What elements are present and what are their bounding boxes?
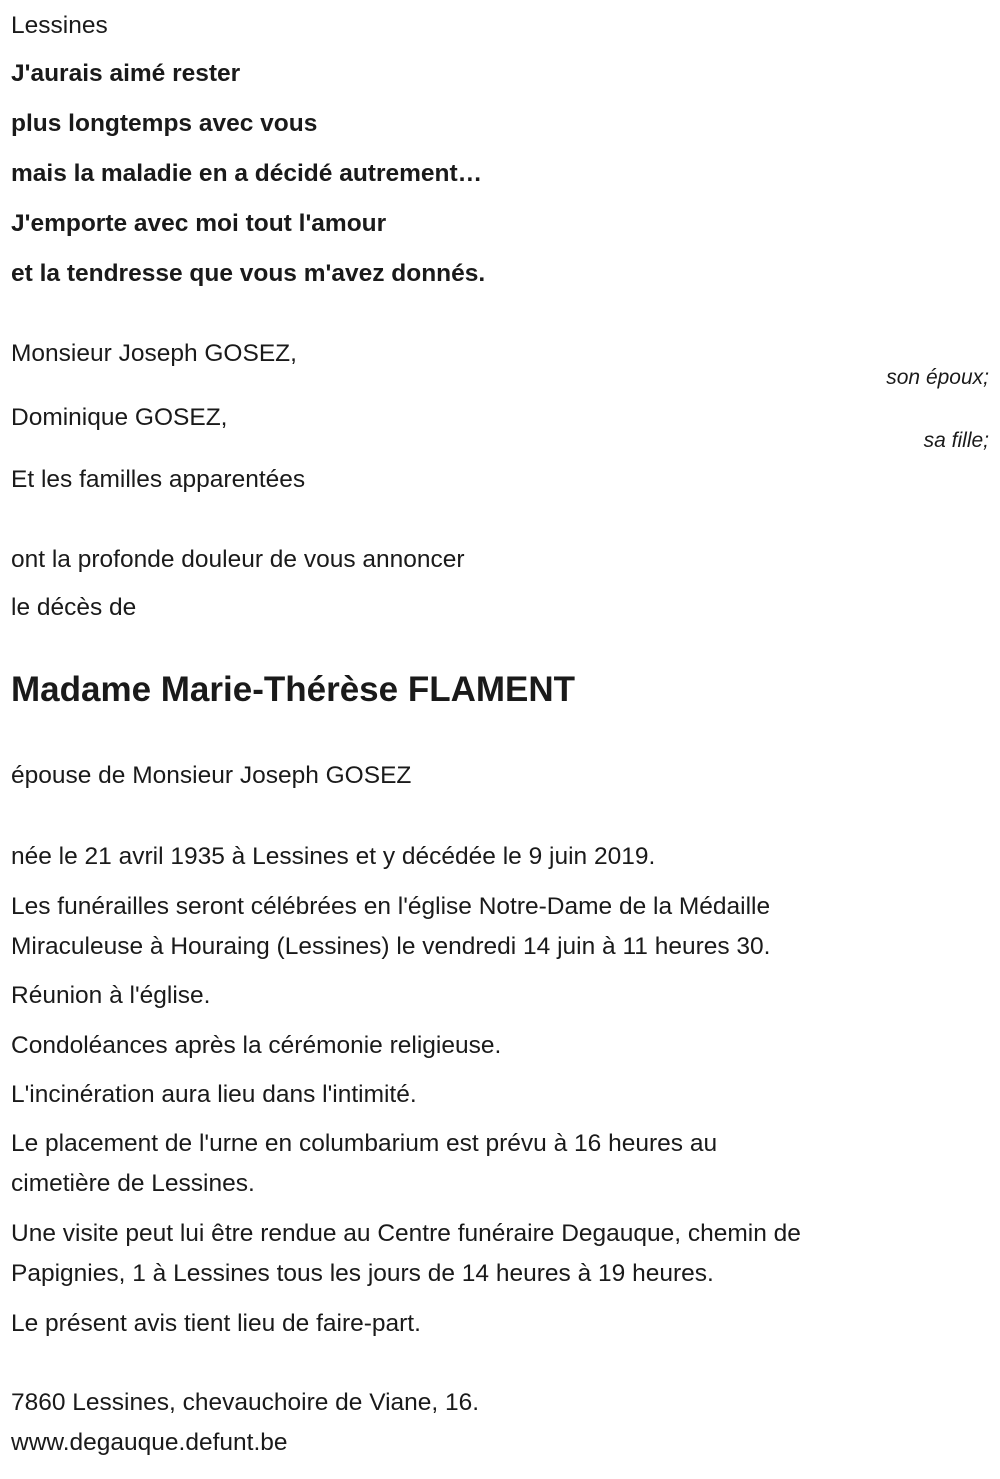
detail-line: Une visite peut lui être rendue au Centre funéraire Degauque, chemin de: [11, 1220, 801, 1247]
detail-line: née le 21 avril 1935 à Lessines et y décédée le 9 juin 2019.: [11, 843, 656, 870]
family-name: Monsieur Joseph GOSEZ,: [11, 340, 297, 367]
detail-paragraph: [11, 1304, 421, 1344]
poem-line: J'aurais aimé rester: [11, 60, 241, 87]
detail-paragraph: [11, 837, 655, 877]
detail-paragraph: [11, 976, 210, 1016]
poem-line: et la tendresse que vous m'avez donnés.: [11, 260, 486, 287]
detail-line: L'incinération aura lieu dans l'intimité.: [11, 1081, 417, 1108]
poem-line: mais la maladie en a décidé autrement…: [11, 160, 483, 187]
detail-paragraph: [11, 1026, 501, 1066]
detail-paragraph: [11, 887, 771, 967]
detail-paragraph: [11, 1075, 417, 1115]
detail-line: Réunion à l'église.: [11, 982, 211, 1009]
spouse-line: épouse de Monsieur Joseph GOSEZ: [11, 762, 412, 789]
address: 7860 Lessines, chevauchoire de Viane, 16.: [11, 1389, 480, 1416]
family-name: Dominique GOSEZ,: [11, 404, 228, 431]
announcement-line: ont la profonde douleur de vous annoncer: [11, 546, 465, 573]
family-relation: son époux;: [886, 366, 989, 389]
detail-line: cimetière de Lessines.: [11, 1170, 255, 1197]
website-link[interactable]: www.degauque.defunt.be: [11, 1429, 288, 1456]
poem-line: J'emporte avec moi tout l'amour: [11, 210, 387, 237]
header-city: Lessines: [11, 12, 108, 39]
detail-paragraph: [11, 1124, 717, 1204]
announcement-line: le décès de: [11, 594, 137, 621]
family-relation: sa fille;: [923, 429, 989, 452]
detail-paragraph: [11, 1214, 801, 1294]
detail-line: Le présent avis tient lieu de faire-part.: [11, 1310, 421, 1337]
detail-line: Les funérailles seront célébrées en l'église Notre-Dame de la Médaille: [11, 893, 771, 920]
detail-line: Le placement de l'urne en columbarium est prévu à 16 heures au: [11, 1130, 718, 1157]
detail-line: Condoléances après la cérémonie religieuse.: [11, 1032, 502, 1059]
deceased-name: Madame Marie-Thérèse FLAMENT: [11, 670, 576, 709]
poem-line: plus longtemps avec vous: [11, 110, 318, 137]
detail-line: Miraculeuse à Houraing (Lessines) le vendredi 14 juin à 11 heures 30.: [11, 933, 771, 960]
family-name: Et les familles apparentées: [11, 466, 306, 493]
detail-line: Papignies, 1 à Lessines tous les jours de 14 heures à 19 heures.: [11, 1260, 714, 1287]
